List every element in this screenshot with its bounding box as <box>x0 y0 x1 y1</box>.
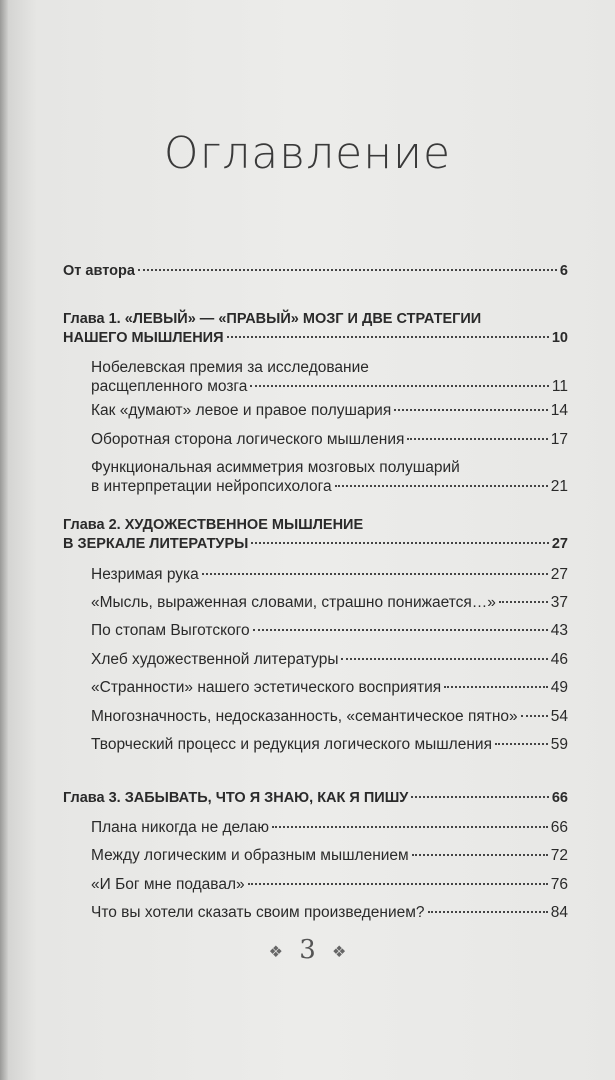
toc-page-number: 54 <box>550 708 568 725</box>
toc-page-number: 11 <box>551 378 568 395</box>
dot-leader <box>394 409 548 411</box>
dot-leader <box>341 658 547 660</box>
dot-leader <box>495 743 548 745</box>
dot-leader <box>202 573 548 575</box>
toc-section-entry[interactable] <box>63 846 568 865</box>
toc-entry-title: «Странности» нашего эстетического восприятия <box>91 679 442 696</box>
toc-page-number: 84 <box>550 904 568 921</box>
toc-section-entry[interactable] <box>63 458 568 496</box>
dot-leader <box>227 336 549 338</box>
toc-page-number: 37 <box>550 594 568 611</box>
toc-page-number: 43 <box>550 622 568 639</box>
toc-page-number: 6 <box>559 263 568 279</box>
toc-entry-title-line: Глава 1. «ЛЕВЫЙ» — «ПРАВЫЙ» МОЗГ И ДВЕ СТРАТЕГИИ <box>63 311 482 327</box>
page-number-ornament <box>0 935 615 965</box>
toc-entry-title-line: Глава 2. ХУДОЖЕСТВЕННОЕ МЫШЛЕНИЕ <box>63 517 364 533</box>
toc-chapter-entry[interactable] <box>63 310 568 348</box>
toc-entry-title: Плана никогда не делаю <box>91 819 269 836</box>
toc-entry-title: НАШЕГО МЫШЛЕНИЯ <box>63 330 224 346</box>
toc-entry-title: Хлеб художественной литературы <box>91 651 339 668</box>
toc-entry-title: Творческий процесс и редукция логического мышления <box>91 736 492 753</box>
toc-page-number: 17 <box>550 431 568 448</box>
toc-section-entry[interactable] <box>63 358 568 396</box>
toc-entry-title: Многозначность, недосказанность, «семантическое пятно» <box>91 708 518 725</box>
toc-page-number: 66 <box>551 790 568 806</box>
dot-leader <box>253 629 548 631</box>
dot-leader <box>444 686 548 688</box>
toc-section-entry[interactable] <box>63 593 568 612</box>
toc-section-entry[interactable] <box>63 707 568 726</box>
toc-entry-title-line: Нобелевская премия за исследование <box>91 359 369 376</box>
toc-entry-title: От автора <box>63 263 135 279</box>
diamond-fleuron-icon: ❖ <box>268 941 283 961</box>
toc-section-entry[interactable] <box>63 875 568 894</box>
toc-entry-title: В ЗЕРКАЛЕ ЛИТЕРАТУРЫ <box>63 536 249 552</box>
toc-page-number: 27 <box>551 536 568 552</box>
toc-entry-title: Между логическим и образным мышлением <box>91 847 409 864</box>
dot-leader <box>428 911 548 913</box>
toc-entry-title: Что вы хотели сказать своим произведением? <box>91 904 425 921</box>
toc-entry-title: Незримая рука <box>91 566 199 583</box>
toc-page-number: 72 <box>550 847 568 864</box>
toc-section-entry[interactable] <box>63 565 568 584</box>
toc-entry-title: Оборотная сторона логического мышления <box>91 431 405 448</box>
dot-leader <box>521 715 548 717</box>
toc-page-number: 49 <box>550 679 568 696</box>
page-title: Оглавление <box>163 128 452 179</box>
toc-entry-title: расщепленного мозга <box>91 378 248 395</box>
dot-leader <box>250 385 549 387</box>
toc-entry-title: По стопам Выготского <box>91 622 250 639</box>
toc-page-number: 21 <box>550 478 568 495</box>
dot-leader <box>499 601 548 603</box>
dot-leader <box>251 542 549 544</box>
toc-section-entry[interactable] <box>63 818 568 837</box>
dot-leader <box>248 883 548 885</box>
toc-section-entry[interactable] <box>63 621 568 640</box>
toc-entry-title: «Мысль, выраженная словами, страшно понижается…» <box>91 594 496 611</box>
toc-page-number: 76 <box>550 876 568 893</box>
toc-chapter-entry[interactable] <box>63 262 568 281</box>
toc-entry-title-line: Функциональная асимметрия мозговых полушарий <box>91 459 460 476</box>
toc-section-entry[interactable] <box>63 650 568 669</box>
toc-section-entry[interactable] <box>63 903 568 922</box>
toc-chapter-entry[interactable] <box>63 789 568 808</box>
dot-leader <box>138 269 557 271</box>
toc-page-number: 66 <box>550 819 568 836</box>
toc-section-entry[interactable] <box>63 678 568 697</box>
dot-leader <box>335 485 548 487</box>
toc-section-entry[interactable] <box>63 735 568 754</box>
dot-leader <box>407 438 547 440</box>
toc-entry-title: в интерпретации нейропсихолога <box>91 478 332 495</box>
toc-page-number: 27 <box>550 566 568 583</box>
toc-page-number: 46 <box>550 651 568 668</box>
toc-page-number: 59 <box>550 736 568 753</box>
dot-leader <box>412 854 548 856</box>
diamond-fleuron-icon: ❖ <box>332 941 347 961</box>
toc-entry-title: Как «думают» левое и правое полушария <box>91 402 392 419</box>
toc-entry-title: Глава 3. ЗАБЫВАТЬ, ЧТО Я ЗНАЮ, КАК Я ПИШУ <box>63 790 409 806</box>
toc-section-entry[interactable] <box>63 401 568 420</box>
dot-leader <box>411 796 549 798</box>
toc-page-number: 14 <box>550 402 568 419</box>
toc-entry-title: «И Бог мне подавал» <box>91 876 245 893</box>
toc-chapter-entry[interactable] <box>63 516 568 554</box>
toc-section-entry[interactable] <box>63 430 568 449</box>
page-number: 3 <box>299 935 316 965</box>
dot-leader <box>272 826 548 828</box>
toc-page-number: 10 <box>551 330 568 346</box>
